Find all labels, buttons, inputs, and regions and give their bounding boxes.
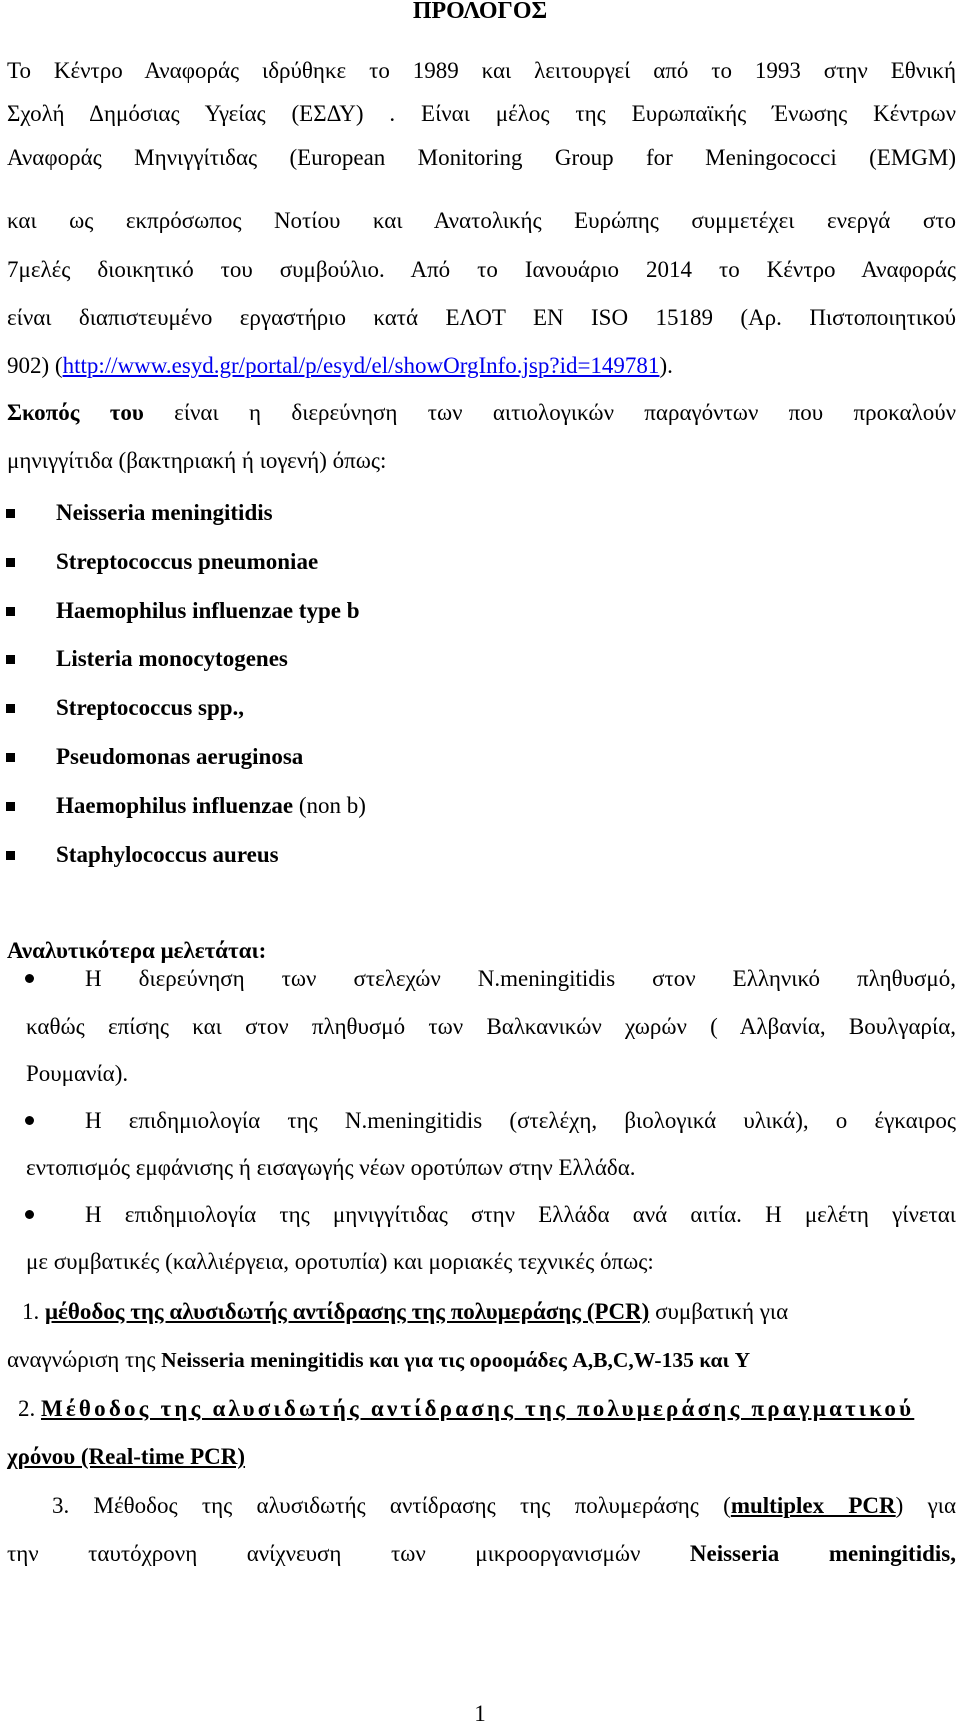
pathogen-item	[56, 645, 288, 673]
page-title: ΠΡΟΛΟΓΟΣ	[412, 0, 548, 24]
detail-3-line-2: με συμβατικές (καλλιέργεια, οροτυπία) και μοριακές τεχνικές όπως:	[26, 1249, 654, 1274]
pathogen-item	[56, 792, 366, 820]
method-2-line-1	[18, 1395, 956, 1423]
square-bullet-icon	[6, 851, 15, 860]
method-3-line-2-text: την ταυτόχρονη ανίχνευση των μικροοργανισμών	[7, 1541, 690, 1566]
square-bullet-icon	[6, 802, 15, 811]
page-number: 1	[474, 1701, 486, 1726]
square-bullet-icon	[6, 607, 15, 616]
detail-1-line-3: Ρουμανία).	[26, 1061, 129, 1086]
method-3-title: multiplex PCR	[730, 1493, 896, 1518]
pathogen-name: Streptococcus spp.,	[56, 695, 245, 720]
method-3-line-2	[7, 1540, 956, 1568]
intro-line-7-prefix: 902) (	[7, 353, 63, 378]
pathogen-name: Staphylococcus aureus	[56, 842, 279, 867]
square-bullet-icon	[6, 558, 15, 567]
detail-1-line-1: Η διερεύνηση των στελεχών N.meningitidis στον Ελληνικό πληθυσμό,	[85, 966, 956, 991]
intro-line-6: είναι διαπιστευμένο εργαστήριο κατά ΕΛΟΤ ΕΝ ISO 15189 (Αρ. Πιστοποιητικού	[7, 305, 956, 330]
detail-3-line-1: Η επιδημιολογία της μηνιγγίτιδας στην Ελλάδα ανά αιτία. Η μελέτη γίνεται	[85, 1202, 956, 1227]
purpose-label: Σκοπός του	[7, 400, 144, 425]
method-1-number: 1.	[22, 1299, 40, 1324]
purpose-line-1	[7, 399, 956, 427]
square-bullet-icon	[6, 509, 15, 518]
square-bullet-icon	[6, 655, 15, 664]
method-2-line-2: χρόνου (Real-time PCR)	[7, 1444, 246, 1469]
intro-line-3: Αναφοράς Μηνιγγίτιδας (European Monitoring Group for Meningococci (EMGM)	[7, 145, 956, 170]
pathogen-name: Haemophilus influenzae type b	[56, 598, 360, 623]
pathogen-item	[56, 743, 303, 771]
intro-line-2: Σχολή Δημόσιας Υγείας (ΕΣΔΥ) . Είναι μέλος της Ευρωπαϊκής Ένωσης Κέντρων	[7, 101, 956, 126]
square-bullet-icon	[6, 704, 15, 713]
pathogen-item	[56, 548, 318, 576]
method-1-line-1	[22, 1298, 956, 1326]
method-3-suffix: ) για	[895, 1493, 956, 1518]
pathogen-name: Haemophilus influenzae	[56, 793, 294, 818]
method-1-text: συμβατική για	[649, 1299, 789, 1324]
square-bullet-icon	[6, 753, 15, 762]
pathogen-name: Streptococcus pneumoniae	[56, 549, 319, 574]
intro-line-7	[7, 352, 956, 380]
bullet-dot	[25, 1210, 34, 1219]
method-1-line-2	[7, 1346, 956, 1374]
pathogen-name: Pseudomonas aeruginosa	[56, 744, 304, 769]
pathogen-note: (non b)	[293, 793, 366, 818]
method-3-line-1	[52, 1492, 956, 1520]
method-2-title: Μέθοδος της αλυσιδωτής αντίδρασης της πολυμεράσης πραγματικού	[41, 1396, 915, 1421]
method-1-line-2-prefix: αναγνώριση της	[7, 1347, 162, 1372]
esyd-link[interactable]: http://www.esyd.gr/portal/p/esyd/el/showOrgInfo.jsp?id=149781	[62, 353, 660, 378]
detail-2-line-2: εντοπισμός εμφάνισης ή εισαγωγής νέων οροτύπων στην Ελλάδα.	[26, 1155, 636, 1180]
intro-line-1: Το Κέντρο Αναφοράς ιδρύθηκε το 1989 και λειτουργεί από το 1993 στην Εθνική	[7, 58, 956, 83]
method-3-organism: Neisseria meningitidis,	[689, 1541, 956, 1566]
intro-line-5: 7μελές διοικητικό του συμβούλιο. Από το Ιανουάριο 2014 το Κέντρο Αναφοράς	[7, 257, 956, 282]
purpose-text: είναι η διερεύνηση των αιτιολογικών παραγόντων που προκαλούν	[143, 400, 956, 425]
bullet-dot	[25, 1116, 34, 1125]
method-3-text: 3. Μέθοδος της αλυσιδωτής αντίδρασης της πολυμεράσης (	[52, 1493, 731, 1518]
pathogen-item	[56, 597, 360, 625]
bullet-dot	[25, 974, 34, 983]
method-2-number: 2.	[18, 1396, 36, 1421]
pathogen-item	[56, 499, 273, 527]
intro-line-7-suffix: ).	[659, 353, 673, 378]
method-1-targets: Neisseria meningitidis και για τις οροομάδες A,B,C,W-135 και Y	[161, 1348, 751, 1372]
pathogen-item	[56, 841, 279, 869]
purpose-line-2: μηνιγγίτιδα (βακτηριακή ή ιογενή) όπως:	[7, 448, 387, 473]
method-1-title: μέθοδος της αλυσιδωτής αντίδρασης της πολυμεράσης (PCR)	[45, 1299, 650, 1324]
intro-line-4: και ως εκπρόσωπος Νοτίου και Ανατολικής Ευρώπης συμμετέχει ενεργά στο	[7, 208, 956, 233]
pathogen-name: Neisseria meningitidis	[56, 500, 273, 525]
pathogen-item	[56, 694, 244, 722]
detail-heading: Αναλυτικότερα μελετάται:	[7, 938, 267, 963]
detail-2-line-1: Η επιδημιολογία της N.meningitidis (στελέχη, βιολογικά υλικά), ο έγκαιρος	[85, 1108, 956, 1133]
pathogen-name: Listeria monocytogenes	[56, 646, 288, 671]
detail-1-line-2: καθώς επίσης και στον πληθυσμό των Βαλκανικών χωρών ( Αλβανία, Βουλγαρία,	[26, 1014, 956, 1039]
